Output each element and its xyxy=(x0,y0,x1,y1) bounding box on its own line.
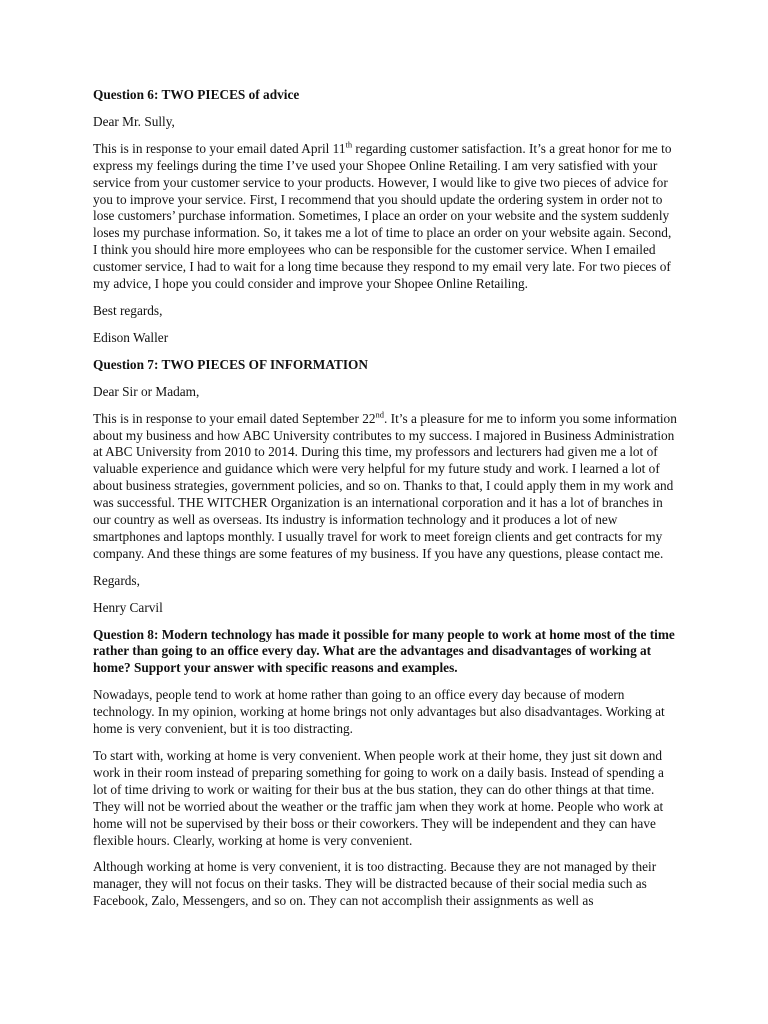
question-6-heading: Question 6: TWO PIECES of advice xyxy=(93,87,300,102)
question-8-section xyxy=(93,627,678,911)
question-7-body-pre: This is in response to your email dated September 22 xyxy=(93,410,376,426)
question-6-signature: Edison Waller xyxy=(93,329,169,345)
question-7-body xyxy=(93,411,678,563)
question-7-salutation: Dear Sir or Madam, xyxy=(93,383,200,399)
question-7-signature: Henry Carvil xyxy=(93,599,163,615)
question-7-heading: Question 7: TWO PIECES OF INFORMATION xyxy=(93,356,368,372)
question-8-heading: Question 8: Modern technology has made it possible for many people to work at home most of the time rather than going to an office every day. What are the advantages and disadvantages of working at home? Support your answer with specific reasons and examples. xyxy=(93,626,675,676)
question-6-body-post: regarding customer satisfaction. It’s a great honor for me to express my feelings during the time I’ve used your Shopee Online Retailing. I am very satisfied with your service from your customer service to your products. However, I would like to give two pieces of advice for you to improve your service. First, I recommend that you should update the ordering system in order not to lose customers’ purchase information. Sometimes, I place an order on your website and the system suddenly loses my purchase information. So, it takes me a lot of time to place an order on your website again. Second, I think you should hire more employees who can be responsible for the customer service. When I emailed customer service, I had to wait for a long time because they respond to my email very late. For two pieces of my advice, I hope you could consider and improve your Shopee Online Retailing. xyxy=(93,140,672,292)
question-7-closing: Regards, xyxy=(93,572,140,588)
question-6-date-suffix: th xyxy=(345,139,353,150)
question-7-section xyxy=(93,357,678,617)
question-6-body xyxy=(93,141,678,293)
document-page xyxy=(93,87,678,910)
question-6-body-pre: This is in response to your email dated April 11 xyxy=(93,140,346,156)
question-8-paragraph-intro: Nowadays, people tend to work at home rather than going to an office every day because of modern technology. In my opinion, working at home brings not only advantages but also disadvantages. Working at home is very convenient, but it is too distracting. xyxy=(93,687,665,737)
question-6-closing: Best regards, xyxy=(93,302,163,318)
question-7-date-suffix: nd xyxy=(375,409,385,420)
question-6-section xyxy=(93,87,678,347)
question-8-paragraph-disadvantages: Although working at home is very convenient, it is too distracting. Because they are not managed by their manager, they will not focus on their tasks. They will be distracted because of their social media such as Facebook, Zalo, Messengers, and so on. They can not accomplish their assignments as well as xyxy=(93,859,657,909)
question-6-salutation: Dear Mr. Sully, xyxy=(93,113,175,129)
question-8-paragraph-advantages: To start with, working at home is very convenient. When people work at their home, they just sit down and work in their room instead of preparing something for going to work on a daily basis. Instead of spending a lot of time driving to work or waiting for their bus at the bus station, they can do other things at that time. They will not be worried about the weather or the traffic jam when they work at home. People who work at home will not be supervised by their boss or their coworkers. They will be independent and they can have flexible hours. Clearly, working at home is very convenient. xyxy=(93,748,664,848)
question-7-body-post: . It’s a pleasure for me to inform you some information about my business and how ABC University contributes to my success. I majored in Business Administration at ABC University from 2010 to 2014. During this time, my professors and lecturers had given me a lot of valuable experience and guidance which were very helpful for my future study and work. I learned a lot of about business strategies, government policies, and so on. Thanks to that, I could apply them in my work and was successful. THE WITCHER Organization is an international corporation and it has a lot of branches in our country as well as overseas. Its industry is information technology and it produces a lot of new smartphones and laptops monthly. I usually travel for work to meet foreign clients and get contracts for my company. And these things are some features of my business. If you have any questions, please contact me. xyxy=(93,410,677,561)
